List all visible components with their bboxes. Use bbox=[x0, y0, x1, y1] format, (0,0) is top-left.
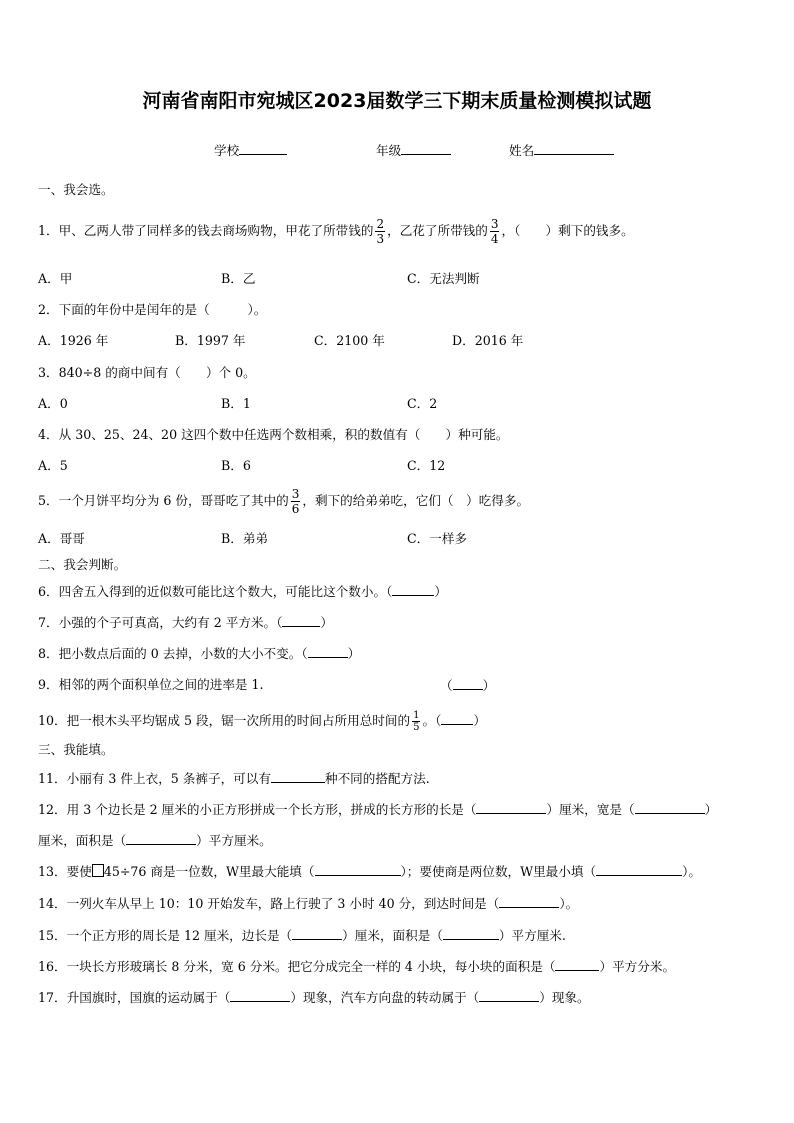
question-4: 4．从 30、25、24、20 这四个数中任选两个数相乘，积的数值有（ ）种可能。 bbox=[38, 427, 509, 442]
q17-wheel-blank[interactable] bbox=[479, 988, 539, 1002]
question-9: 9．相邻的两个面积单位之间的进率是 1. bbox=[38, 677, 264, 692]
q5-option-a[interactable]: A．哥哥 bbox=[38, 531, 85, 546]
section-3-heading: 三、我能填。 bbox=[38, 742, 114, 757]
q17-flag-blank[interactable] bbox=[230, 988, 290, 1002]
q6-answer-blank[interactable] bbox=[392, 582, 434, 596]
question-17: 17．升国旗时，国旗的运动属于（ ）现象，汽车方向盘的转动属于（ ）现象。 bbox=[38, 990, 590, 1005]
q4-option-c[interactable]: C．12 bbox=[407, 458, 446, 473]
section-2-heading: 二、我会判断。 bbox=[38, 557, 127, 572]
grade-label: 年级 bbox=[376, 143, 402, 158]
q5-option-c[interactable]: C．一样多 bbox=[407, 531, 468, 546]
q1-option-b[interactable]: B．乙 bbox=[221, 271, 256, 286]
section-1-heading: 一、我会选。 bbox=[38, 182, 114, 197]
question-10: 10．把一根木头平均锯成 5 段，锯一次所用的时间占所用总时间的 $\frac{1}{5}$ 。（ ） bbox=[38, 710, 486, 733]
fraction-3-4: $\frac{3}{4}$ bbox=[490, 217, 499, 246]
q14-answer-blank[interactable] bbox=[499, 894, 559, 908]
q3-option-a[interactable]: A．0 bbox=[38, 396, 68, 411]
question-8: 8．把小数点后面的 0 去掉，小数的大小不变。（ ） bbox=[38, 646, 361, 661]
name-blank[interactable] bbox=[534, 141, 614, 155]
q12-area-blank[interactable] bbox=[126, 831, 196, 845]
fraction-1-5: $\frac{1}{5}$ bbox=[413, 710, 420, 733]
school-field bbox=[214, 141, 287, 160]
q1-option-c[interactable]: C．无法判断 bbox=[407, 271, 480, 286]
q16-answer-blank[interactable] bbox=[555, 957, 599, 971]
question-12-cont: 厘米，面积是（ ）平方厘米。 bbox=[38, 833, 272, 848]
q3-option-b[interactable]: B．1 bbox=[221, 396, 251, 411]
q2-option-b[interactable]: B．1997 年 bbox=[175, 333, 246, 348]
q2-option-d[interactable]: D．2016 年 bbox=[452, 333, 524, 348]
q1-option-a[interactable]: A．甲 bbox=[38, 271, 73, 286]
question-13: 13．要使 45÷76 商是一位数，W里最大能填（ ）；要使商是两位数，W里最小填（ ）。 bbox=[38, 864, 701, 879]
fraction-3-6: $\frac{3}{6}$ bbox=[291, 487, 300, 516]
q12-width-blank[interactable] bbox=[635, 800, 705, 814]
q9-answer-blank[interactable] bbox=[453, 676, 483, 690]
question-16: 16．一块长方形玻璃长 8 分米，宽 6 分米。把它分成完全一样的 4 小块，每小块的面积是（ ）平方分米。 bbox=[38, 959, 676, 974]
question-7: 7．小强的个子可真高，大约有 2 平方米。（ ） bbox=[38, 615, 334, 630]
name-field bbox=[509, 141, 614, 160]
q2-option-c[interactable]: C．2100 年 bbox=[314, 333, 385, 348]
q10-answer-blank[interactable] bbox=[441, 711, 473, 725]
question-3: 3．840÷8 的商中间有（ ）个 0。 bbox=[38, 365, 256, 380]
question-1: 1．甲、乙两人带了同样多的钱去商场购物，甲花了所带钱的 $\frac{2}{3}$ ，乙花了所带钱的 $\frac{3}{4}$ ，（ ）剩下的钱多。 bbox=[38, 217, 634, 246]
q4-option-a[interactable]: A．5 bbox=[38, 458, 68, 473]
question-14: 14．一列火车从早上 10：10 开始发车，路上行驶了 3 小时 40 分，到达时间是（ ）。 bbox=[38, 896, 579, 911]
q4-option-b[interactable]: B．6 bbox=[221, 458, 251, 473]
q12-length-blank[interactable] bbox=[476, 800, 546, 814]
q13-min-blank[interactable] bbox=[596, 862, 682, 876]
question-15: 15．一个正方形的周长是 12 厘米，边长是（ ）厘米，面积是（ ）平方厘米. bbox=[38, 928, 566, 943]
q9-answer: （ ） bbox=[440, 678, 496, 693]
q15-area-blank[interactable] bbox=[443, 926, 499, 940]
q8-answer-blank[interactable] bbox=[308, 644, 348, 658]
q2-option-a[interactable]: A．1926 年 bbox=[38, 333, 109, 348]
question-6: 6．四舍五入得到的近似数可能比这个数大，可能比这个数小。（ ） bbox=[38, 584, 447, 599]
school-label: 学校 bbox=[214, 143, 240, 158]
q11-answer-blank[interactable] bbox=[271, 769, 325, 783]
page-title: 河南省南阳市宛城区2023届数学三下期末质量检测模拟试题 bbox=[142, 90, 652, 112]
name-label: 姓名 bbox=[509, 143, 535, 158]
q13-max-blank[interactable] bbox=[315, 862, 401, 876]
question-5: 5．一个月饼平均分为 6 份，哥哥吃了其中的 $\frac{3}{6}$ ，剩下的给弟弟吃，它们（ ）吃得多。 bbox=[38, 487, 530, 516]
grade-blank[interactable] bbox=[401, 141, 451, 155]
grade-field bbox=[376, 141, 451, 160]
q7-answer-blank[interactable] bbox=[282, 613, 320, 627]
fraction-2-3: $\frac{2}{3}$ bbox=[376, 217, 385, 246]
q5-option-b[interactable]: B．弟弟 bbox=[221, 531, 269, 546]
school-blank[interactable] bbox=[239, 141, 287, 155]
digit-box[interactable] bbox=[92, 864, 104, 877]
question-11: 11．小丽有 3 件上衣，5 条裤子，可以有 种不同的搭配方法. bbox=[38, 771, 430, 786]
q3-option-c[interactable]: C．2 bbox=[407, 396, 438, 411]
question-2: 2．下面的年份中是闰年的是（ ）。 bbox=[38, 302, 267, 317]
question-12: 12．用 3 个边长是 2 厘米的小正方形拼成一个长方形，拼成的长方形的长是（ ）厘米，宽是（ ） bbox=[38, 802, 718, 817]
q15-side-blank[interactable] bbox=[292, 926, 342, 940]
